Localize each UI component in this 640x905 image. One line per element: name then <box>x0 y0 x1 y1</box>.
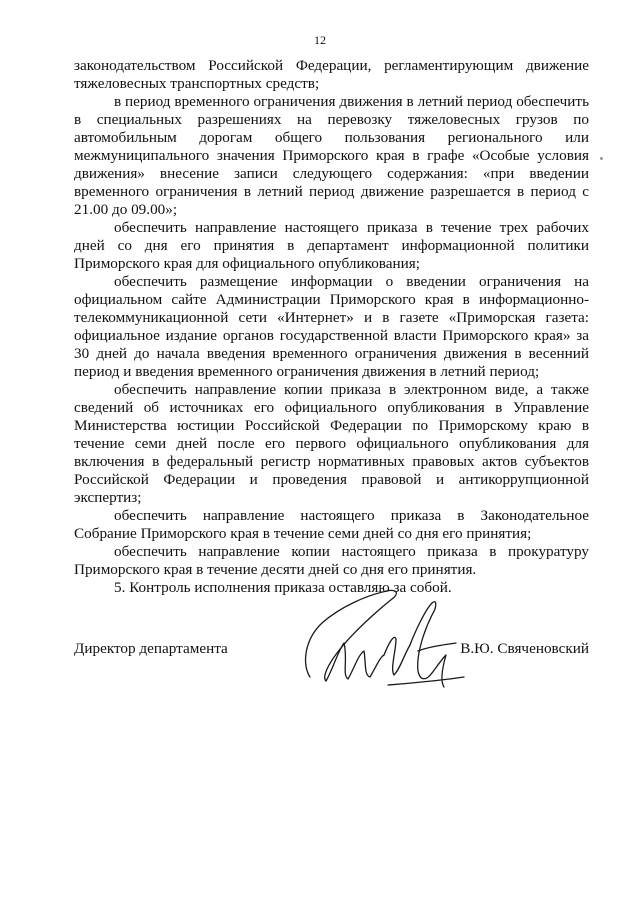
page-number: 12 <box>314 33 326 47</box>
paragraph-summer-permits: в период временного ограничения движения в летний период обеспечить в специальных разрешениях на перевозку тяжеловесных грузов по автомобильным дорогам общего пользования регионального или межмуниципального значения Приморского края в графе «Особые условия движения» внесение записи следующего содержания: «при введении временного ограничения в летний период движение разрешается в период с 21.00 до 09.00»; <box>74 93 589 218</box>
paragraph-legislative-assembly: обеспечить направление настоящего приказа в Законодательное Собрание Приморского края в течение семи дней со дня его принятия; <box>74 507 589 542</box>
paragraph-prosecutor-copy: обеспечить направление копии настоящего приказа в прокуратуру Приморского края в течение десяти дней со дня его принятия. <box>74 543 589 578</box>
scan-artifact-dot <box>600 157 603 160</box>
document-body <box>74 57 589 597</box>
paragraph-control-clause: 5. Контроль исполнения приказа оставляю за собой. <box>114 579 452 596</box>
paragraph-continuation: законодательством Российской Федерации, регламентирующим движение тяжеловесных транспортных средств; <box>74 57 589 92</box>
paragraph-justice-ministry-copy: обеспечить направление копии приказа в электронном виде, а также сведений об источниках его официального опубликования в Управление Министерства юстиции Российской Федерации по Приморскому краю в течение семи дней после его первого официального опубликования для включения в федеральный регистр нормативных правовых актов субъектов Российской Федерации и проведения правовой и антикоррупционной экспертиз; <box>74 381 589 506</box>
signatory-name: В.Ю. Свяченовский <box>460 640 589 657</box>
paragraph-publication-dispatch: обеспечить направление настоящего приказа в течение трех рабочих дней со дня его принятия в департамент информационной политики Приморского края для официального опубликования; <box>74 219 589 272</box>
paragraph-information-posting: обеспечить размещение информации о введении ограничения на официальном сайте Администрации Приморского края в информационно-телекоммуникационной сети «Интернет» и в газете «Приморская газета: официальное издание органов государственной власти Приморского края» за 30 дней до начала введения временного ограничения движения в весенний период и введения временного ограничения движения в летний период; <box>74 273 589 380</box>
signature-block <box>74 640 589 664</box>
signatory-title: Директор департамента <box>74 640 228 657</box>
